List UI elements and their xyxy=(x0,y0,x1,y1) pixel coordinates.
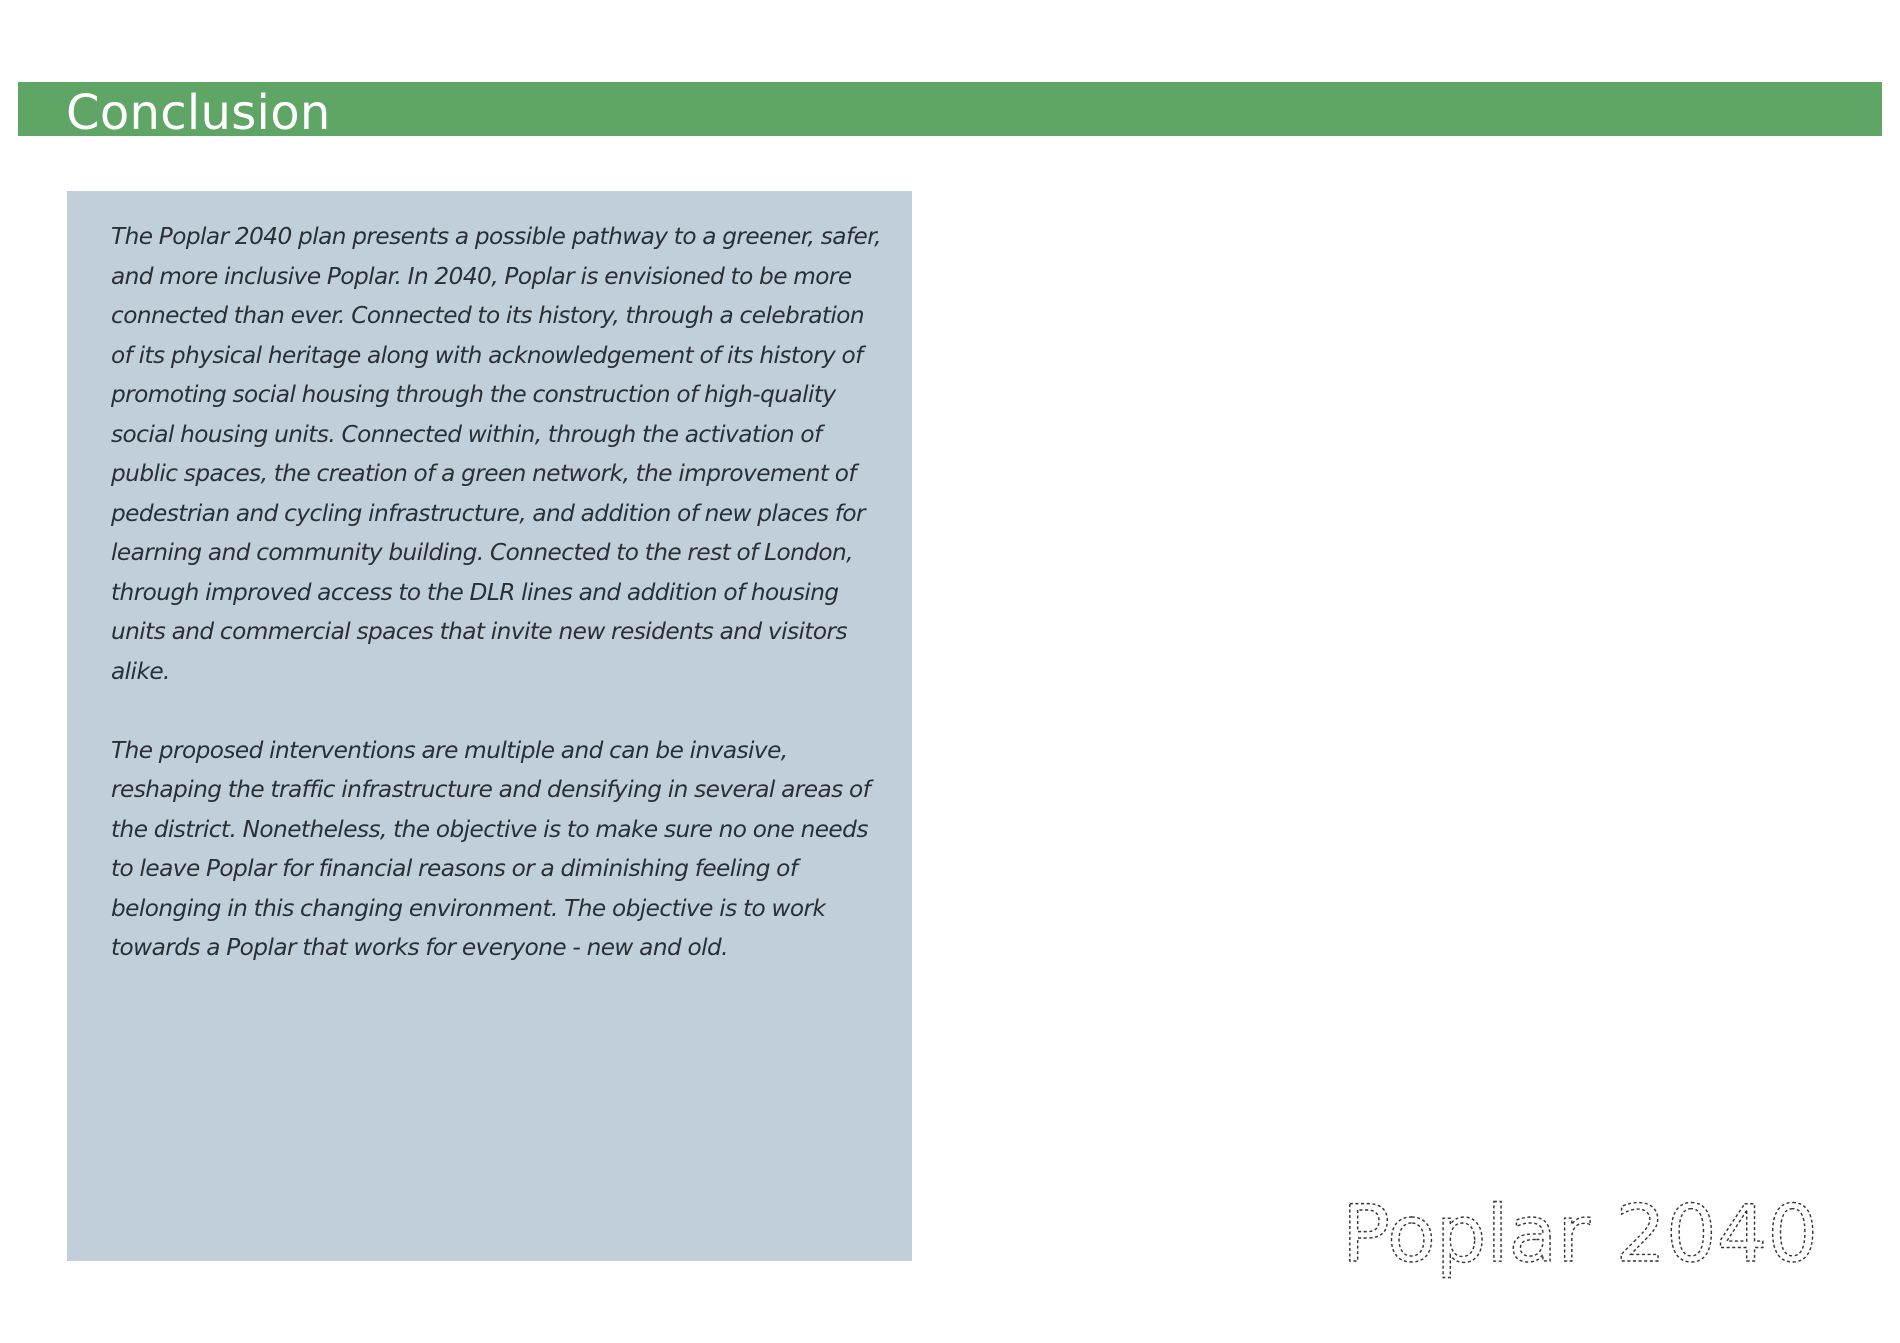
header-bar xyxy=(18,82,1882,141)
logo-text: Poplar 2040 xyxy=(1342,1190,1818,1280)
conclusion-text-panel xyxy=(67,191,912,1261)
poplar-2040-logo xyxy=(1342,1190,1822,1290)
page-title: Conclusion xyxy=(66,85,331,141)
conclusion-paragraph-2: The proposed interventions are multiple and can be invasive, reshaping the traffic infrastructure and densifying in several areas of the district. Nonetheless, the objective is to make sure no one needs to leave Poplar for financial reasons or a diminishing feeling of belonging in this changing environment. The objective is to work towards a Poplar that works for everyone - new and old. xyxy=(111,736,871,961)
conclusion-paragraph-1: The Poplar 2040 plan presents a possible pathway to a greener, safer, and more inclusive Poplar. In 2040, Poplar is envisioned to be more connected than ever. Connected to its history, through a celebration of its physical heritage along with acknowledgement of its history of promoting social housing through the construction of high-quality social housing units. Connected within, through the activation of public spaces, the creation of a green network, the improvement of pedestrian and cycling infrastructure, and addition of new places for learning and community building. Connected to the rest of London, through improved access to the DLR lines and addition of housing units and commercial spaces that invite new residents and visitors alike. xyxy=(111,223,881,685)
poplar-2040-logo-graphic xyxy=(1342,1190,1822,1290)
